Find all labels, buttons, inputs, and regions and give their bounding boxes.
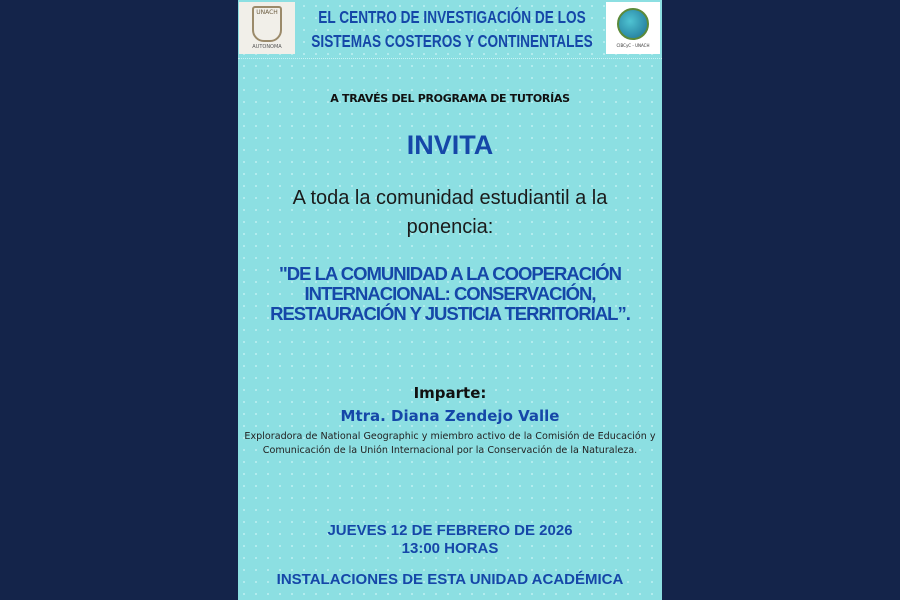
speaker-label: Imparte: — [413, 384, 487, 402]
event-place: INSTALACIONES DE ESTA UNIDAD ACADÉMICA — [276, 571, 624, 588]
poster-header — [238, 0, 662, 59]
invita-heading: INVITA — [406, 130, 494, 160]
event-poster — [238, 0, 662, 600]
speaker-name: Mtra. Diana Zendejo Valle — [340, 407, 560, 425]
unach-shield-icon: UNACH — [252, 6, 282, 42]
program-line: A TRAVÉS DEL PROGRAMA DE TUTORÍAS — [330, 92, 570, 105]
unach-logo — [239, 2, 295, 54]
speaker-bio: Exploradora de National Geographic y miembro activo de la Comisión de Educación y Comunicación de la Unión Internacional por la Conservación de la Naturaleza. — [244, 431, 656, 456]
globe-leaf-icon — [617, 8, 649, 40]
event-date: JUEVES 12 DE FEBRERO DE 2026 — [327, 522, 573, 539]
poster-title — [298, 5, 606, 53]
center-logo-text: CIBCyC - UNACH — [616, 43, 650, 48]
center-logo — [606, 2, 660, 54]
event-time: 13:00 HORAS — [401, 540, 499, 557]
talk-title: "DE LA COMUNIDAD A LA COOPERACIÓN INTERNACIONAL: CONSERVACIÓN, RESTAURACIÓN Y JUSTICIA TERRITORIAL”. — [270, 263, 630, 324]
title-line-2: SISTEMAS COSTEROS Y CONTINENTALES — [311, 31, 593, 51]
intro-text: A toda la comunidad estudiantil a la ponencia: — [292, 187, 608, 238]
title-line-1: EL CENTRO DE INVESTIGACIÓN DE LOS — [318, 7, 586, 27]
unach-logo-text: AUTONOMA — [252, 44, 282, 50]
event-datetime — [238, 522, 662, 558]
